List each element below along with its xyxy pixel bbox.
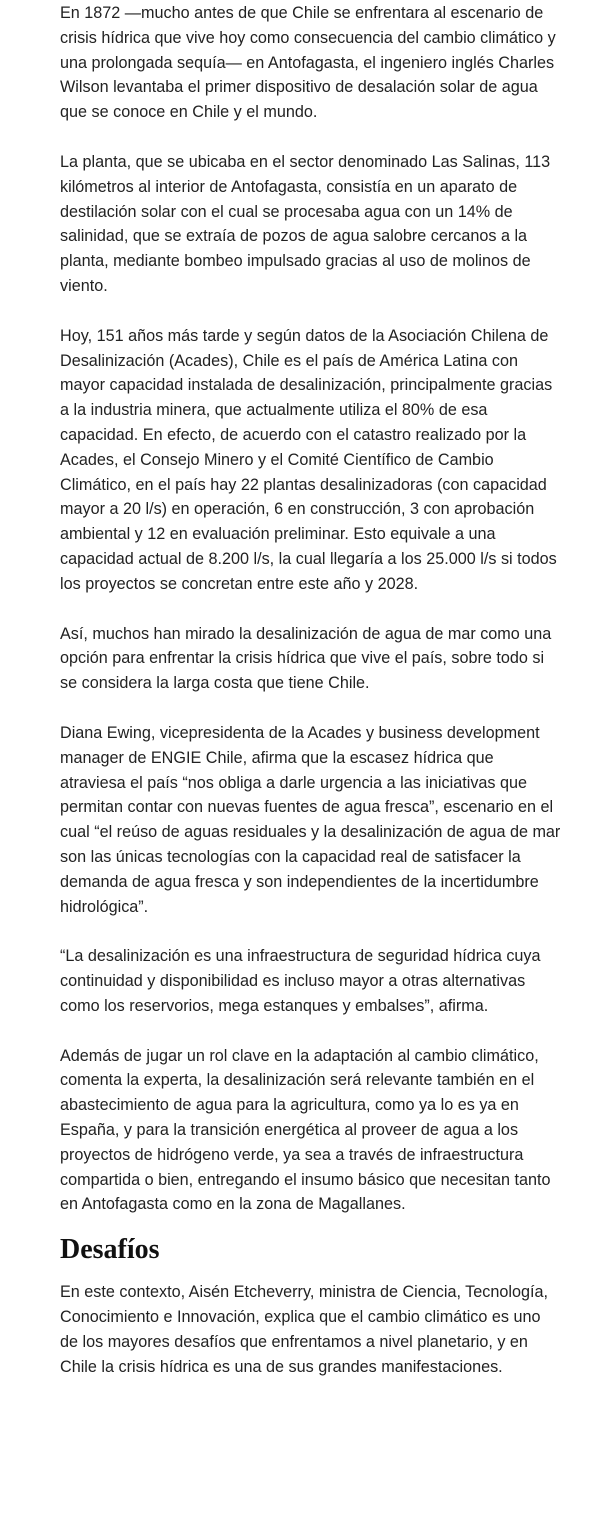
paragraph-acades-capacity: Hoy, 151 años más tarde y según datos de la Asociación Chilena de Desalinización (Acades), Chile es el país de América Latina con mayor capacidad instalada de desalinización, principalmente gracias a la industria minera, que actualmente utiliza el 80% de esa capacidad. En efecto, de acuerdo con el catastro realizado por la Acades, el Consejo Minero y el Comité Científico de Cambio Climático, en el país hay 22 plantas desalinizadoras (con capacidad mayor a 20 l/s) en operación, 6 en construcción, 3 con aprobación ambiental y 12 en evaluación preliminar. Esto equivale a una capacidad actual de 8.200 l/s, la cual llegaría a los 25.000 l/s si todos los proyectos se concretan entre este año y 2028.	[60, 326, 557, 593]
paragraph-desalination-option: Así, muchos han mirado la desalinización de agua de mar como una opción para enfrentar la crisis hídrica que vive el país, sobre todo si se considera la larga costa que tiene Chile.	[60, 624, 552, 693]
paragraph-agriculture-hydrogen: Además de jugar un rol clave en la adaptación al cambio climático, comenta la experta, la desalinización será relevante también en el abastecimiento de agua para la agricultura, como ya lo es ya en España, y para la transición energética al proveer de agua a los proyectos de hidrógeno verde, ya sea a través de infraestructura compartida o bien, entregando el insumo básico que necesitan tanto en Antofagasta como en la zona de Magallanes.	[60, 1046, 551, 1214]
paragraph-etcheverry: En este contexto, Aisén Etcheverry, ministra de Ciencia, Tecnología, Conocimiento e Innovación, explica que el cambio climático es uno de los mayores desafíos que enfrentamos a nivel planetario, y en Chile la crisis hídrica es una de sus grandes manifestaciones.	[60, 1283, 548, 1376]
paragraph-water-security-quote: “La desalinización es una infraestructura de seguridad hídrica cuya continuidad y disponibilidad es incluso mayor a otras alternativas como los reservorios, mega estanques y embalses”, afirma.	[60, 947, 541, 1015]
article-body	[60, 1, 562, 1404]
section-heading-desafios: Desafíos	[60, 1234, 160, 1266]
paragraph-diana-ewing: Diana Ewing, vicepresidenta de la Acades y business development manager de ENGIE Chile, afirma que la escasez hídrica que atraviesa el país “nos obliga a darle urgencia a las iniciativas que permitan contar con nuevas fuentes de agua fresca”, escenario en el cual “el reúso de aguas residuales y la desalinización de agua de mar son las únicas tecnologías con la capacidad real de satisfacer la demanda de agua fresca y son independientes de la incertidumbre hidrológica”.	[60, 723, 561, 916]
paragraph-las-salinas: La planta, que se ubicaba en el sector denominado Las Salinas, 113 kilómetros al interior de Antofagasta, consistía en un aparato de destilación solar con el cual se procesaba agua con un 14% de salinidad, que se extraía de pozos de agua salobre cercanos a la planta, mediante bombeo impulsado gracias al uso de molinos de viento.	[60, 152, 551, 295]
paragraph-wilson-1872: En 1872 —mucho antes de que Chile se enfrentara al escenario de crisis hídrica que vive hoy como consecuencia del cambio climático y una prolongada sequía— en Antofagasta, el ingeniero inglés Charles Wilson levantaba el primer dispositivo de desalación solar de agua que se conoce en Chile y el mundo.	[60, 4, 556, 122]
